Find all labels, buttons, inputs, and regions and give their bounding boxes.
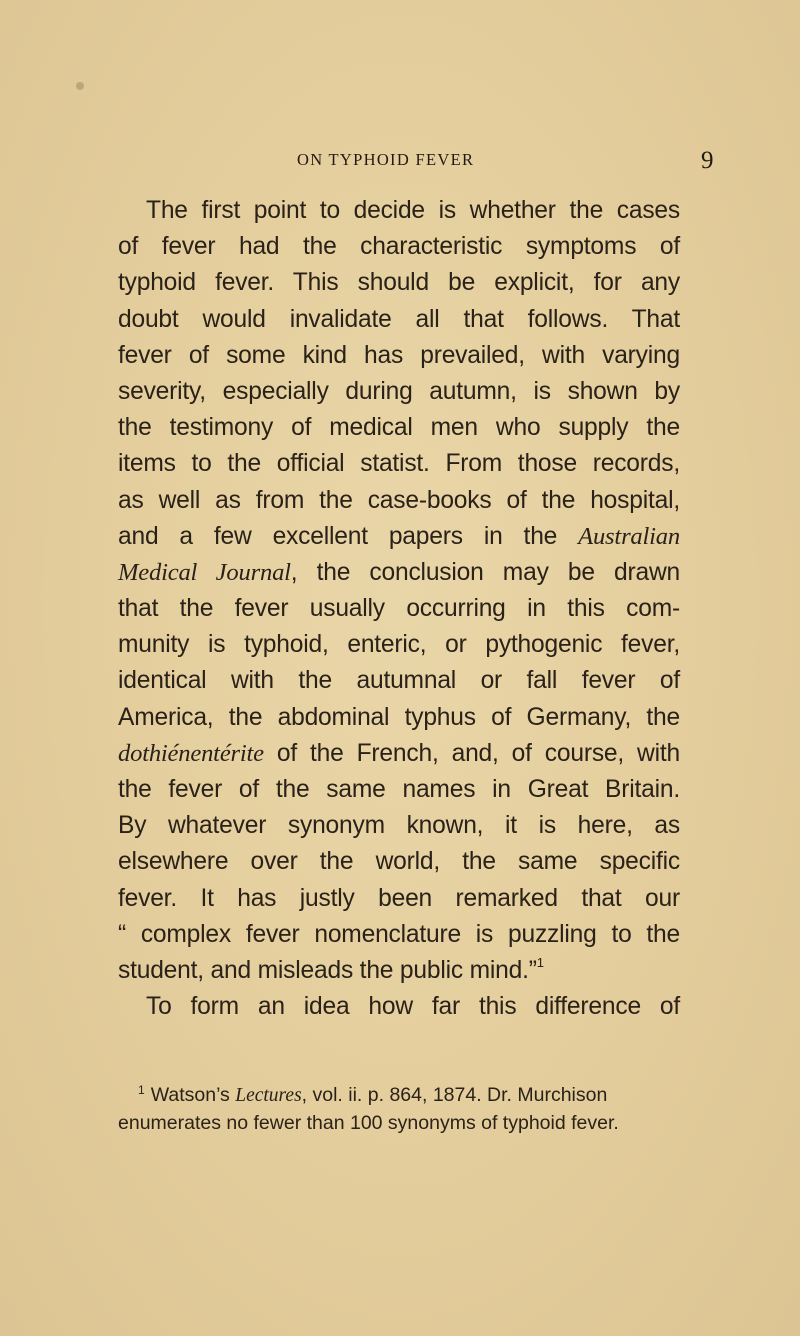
text-line: “ complex fever nomenclature is puzzling to the (118, 920, 680, 948)
footnote-reference[interactable]: 1 (536, 954, 544, 970)
text-segment: and a few excellent papers in the (118, 522, 579, 550)
text-line: typhoid fever. This should be explicit, for any (118, 269, 680, 297)
text-segment: , the conclusion may be drawn (290, 558, 680, 586)
text-line (118, 519, 680, 555)
text-line: The first point to decide is whether the cases (146, 197, 680, 224)
text-segment: of the French, and, of course, with (263, 739, 680, 767)
text-line: identical with the autumnal or fall fever of (118, 667, 680, 695)
text-line: America, the abdominal typhus of Germany, the (118, 703, 680, 731)
page-number: 9 (701, 147, 714, 174)
body-text (118, 193, 680, 1025)
footnote-line (118, 1082, 658, 1110)
journal-title-italic: Medical Journal (118, 558, 291, 586)
text-line: items to the official statist. From those records, (118, 450, 680, 478)
footnote-italic-title: Lectures (235, 1085, 302, 1106)
footnotes (118, 1082, 658, 1136)
text-line: To form an idea how far this difference of (146, 993, 680, 1021)
text-line (118, 555, 680, 591)
footnote-line: enumerates no fewer than 100 synonyms of typhoid fever. (118, 1111, 619, 1134)
journal-title-italic: Australian (578, 522, 680, 550)
text-line: fever. It has justly been remarked that our (118, 884, 680, 912)
text-line: the fever of the same names in Great Britain. (118, 776, 680, 803)
foreign-term-italic: dothiénentérite (118, 739, 264, 767)
text-line: that the fever usually occurring in this com- (118, 595, 680, 623)
text-line: elsewhere over the world, the same specific (118, 848, 680, 876)
text-line: doubt would invalidate all that follows. That (118, 305, 680, 333)
footnote-text: Watson’s (150, 1084, 236, 1106)
paper-stain (76, 82, 84, 90)
text-line (118, 736, 680, 772)
text-line: munity is typhoid, enteric, or pythogenic fever, (118, 631, 680, 659)
text-line: severity, especially during autumn, is shown by (118, 377, 680, 405)
text-line: the testimony of medical men who supply the (118, 414, 680, 442)
text-line: fever of some kind has prevailed, with varying (118, 341, 680, 369)
running-title: ON TYPHOID FEVER (297, 150, 475, 169)
text-line: as well as from the case-books of the hospital, (118, 486, 680, 514)
running-head (60, 147, 741, 180)
footnote-mark: 1 (138, 1083, 145, 1097)
text-line (118, 953, 680, 989)
text-line: of fever had the characteristic symptoms of (118, 233, 680, 261)
text-segment: student, and misleads the public mind.” (118, 956, 537, 984)
text-line: By whatever synonym known, it is here, as (118, 812, 680, 840)
footnote-text: , vol. ii. p. 864, 1874. Dr. Murchison (301, 1084, 608, 1106)
